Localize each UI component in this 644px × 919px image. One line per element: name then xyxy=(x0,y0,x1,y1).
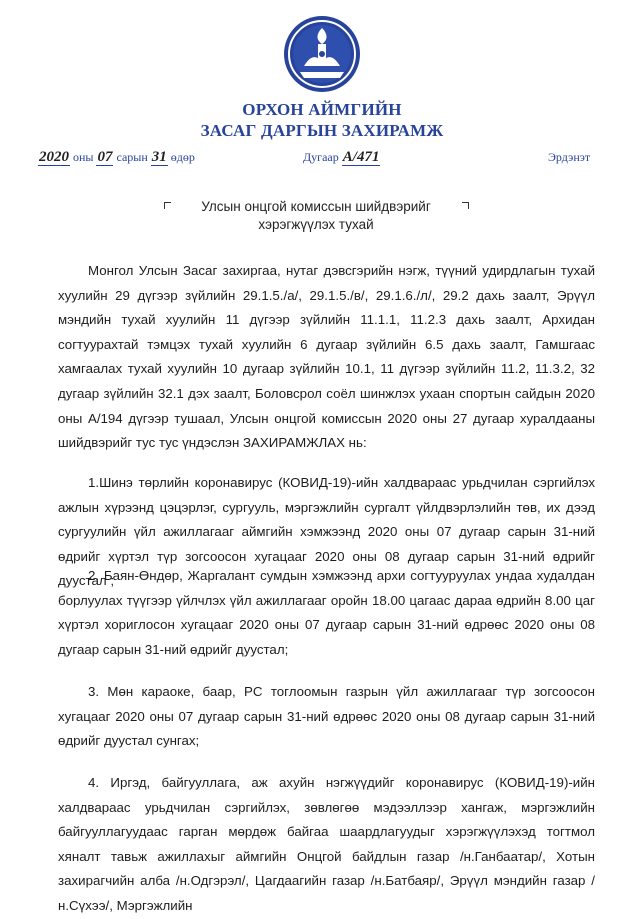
document-place: Эрдэнэт xyxy=(548,150,591,164)
number-label: Дугаар xyxy=(303,150,342,164)
clause-4-paragraph xyxy=(58,771,595,919)
clause-3-text: 3. Мөн караоке, баар, PC тоглоомын газрын үйл ажиллагааг түр зогсоосон хугацааг 2020 оны 07 дугаар сарын 31-ний өдрөөс 2020 оны 08 дугаар сарын 31-ний өдрийг дуустал сунгах; xyxy=(58,684,595,749)
date-month: 07 xyxy=(97,149,113,165)
org-name-line2: ЗАСАГ ДАРГЫН ЗАХИРАМЖ xyxy=(200,121,444,140)
org-name-line1: ОРХОН АЙМГИЙН xyxy=(242,100,402,119)
subject-line2: хэрэгжүүлэх тухай xyxy=(258,217,374,232)
number-value: А/471 xyxy=(342,149,380,165)
date-day-suffix: өдөр xyxy=(167,150,195,164)
clause-1-text: 1.Шинэ төрлийн коронавирус (КОВИД-19)-ийн халдвараас урьдчилан сэргийлэх ажлын хүрээнд цэцэрлэг, сургууль, мэргэжлийн сургалт үйлдвэрлэлийн төв, их дээд сургуулийн үйл ажиллагааг аймгийн хэмжээнд 2020 оны 07 дугаар сарын 31-ний өдрийг хүртэл түр зогсоосон хугацааг 2020 оны 08 дугаар сарын 31-ний өдрийг дуустал ; xyxy=(58,475,595,589)
preamble-text: Монгол Улсын Засаг захиргаа, нутаг дэвсгэрийн нэгж, түүний удирдлагын тухай хуулийн 29 дүгээр зүйлийн 29.1.5./а/, 29.1.5./в/, 29.1.6./л/, 29.2 дахь заалт, Эрүүл мэндийн тухай хуулийн 11 дүгээр зүйлийн 11.1.1, 11.2.3 дахь заалт, Архидан согтуурахтай тэмцэх тухай хуулийн 6 дугаар зүйлийн 6.5 дахь заалт, Гамшгаас хамгаалах тухай хуулийн 10 дугаар зүйлийн 10.1, 11 дүгээр зүйлийн 11.2, 11.3.2, 32 дугаар зүйлийн 32.1 дэх заалт, Боловсрол соёл шинжлэх ухаан спортын сайдын 2020 оны А/194 дүгээр тушаал, Улсын онцгой комиссын 2020 оны 27 дугаар хуралдааны шийдвэрийг тус тус үндэслэн ЗАХИРАМЖЛАХ нь: xyxy=(58,263,595,451)
clause-2-text: 2. Баян-Өндөр, Жаргалант сумдын хэмжээнд архи согтууруулах ундаа худалдан борлуулах түүгээр үйлчлэх үйл ажиллагааг оройн 18.00 цагаас дараа өдрийн 8.00 цаг хүртэл хориглосон хугацааг 2020 оны 07 дугаар сарын 31-ний өдрөөс 2020 оны 08 дугаар сарын 31-ний өдрийг дуустал; xyxy=(58,568,595,657)
clause-3-paragraph xyxy=(58,680,595,754)
date-year: 2020 xyxy=(39,149,69,165)
date-year-suffix: оны xyxy=(70,150,97,164)
clause-4-text: 4. Иргэд, байгууллага, аж ахуйн нэгжүүдийг коронавирус (КОВИД-19)-ийн халдвараас урьдчилан сэргийлэх, зөвлөгөө мэдээллээр хангаж, мэргэжлийн байгууллагуудаас гарган мөрдөж байгаа шаардлагуудыг хэрэгжүүлэхэд тогтмол хяналт тавьж ажиллахыг аймгийн Онцгой байдлын газар /н.Ганбаатар/, Хотын захирагчийн алба /н.Одгэрэл/, Цагдаагийн газар /н.Батбаяр/, Эрүүл мэндийн газар /н.Сүхээ/, Мэргэжлийн xyxy=(58,775,595,913)
state-emblem-icon xyxy=(282,14,362,94)
date-month-suffix: сарын xyxy=(113,150,151,164)
subject-corner-right xyxy=(462,202,469,209)
preamble-paragraph xyxy=(58,259,595,456)
date-day: 31 xyxy=(151,149,167,165)
document-subject xyxy=(175,198,457,234)
subject-corner-left xyxy=(164,202,171,209)
document-number xyxy=(303,150,380,166)
clause-2-paragraph xyxy=(58,564,595,662)
document-date xyxy=(38,150,195,166)
subject-line1: Улсын онцгой комиссын шийдвэрийг xyxy=(201,199,431,214)
